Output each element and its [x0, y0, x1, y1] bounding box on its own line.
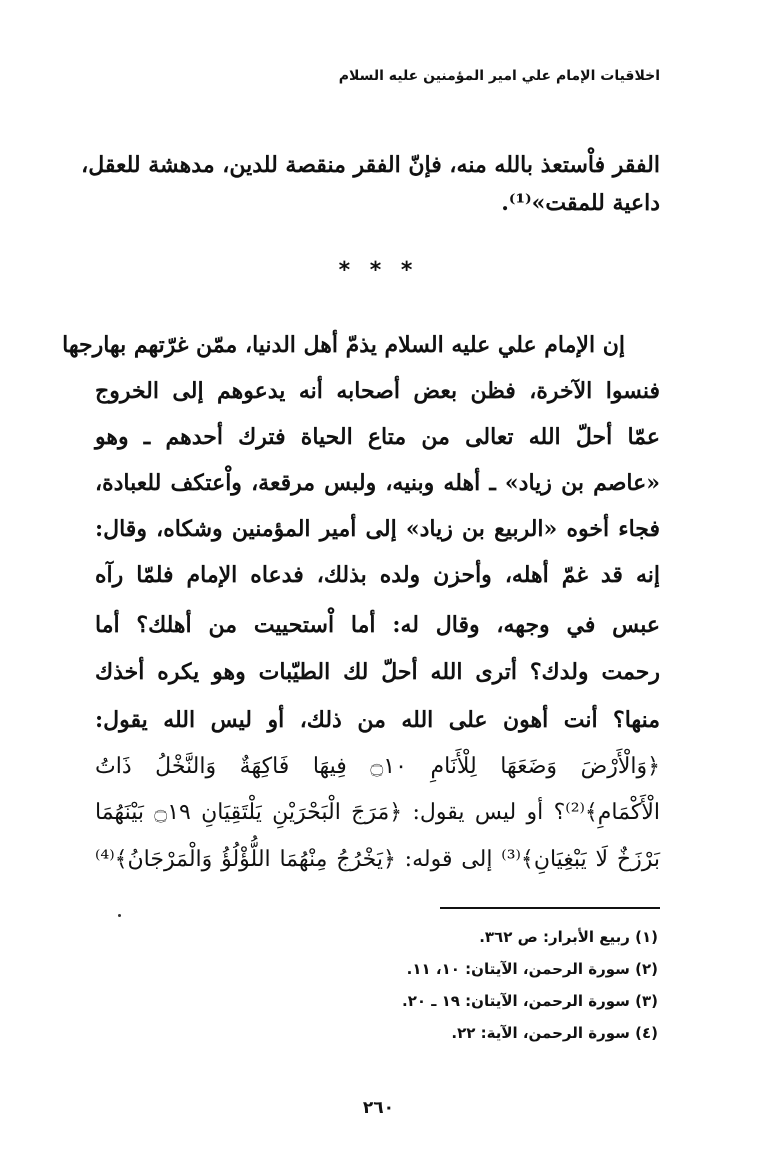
quran-verse-line: ﴿وَالْأَرْضَ وَضَعَهَا لِلْأَنَامِ ۝١٠ فِيهَا فَاكِهَةٌ وَالنَّخْلُ ذَاتُ: [95, 754, 660, 779]
page-number: ٢٦٠: [362, 1098, 395, 1118]
paragraph-line: رحمت ولدك؟ أترى الله أحلّ لك الطيّبات وهو يكره أخذك: [95, 659, 660, 685]
paragraph-line: عبس في وجهه، وقال له: أما اْستحييت من أهلك؟ أما: [95, 612, 660, 638]
footnote-divider: [440, 907, 660, 909]
paragraph-line: إنه قد غمّ أهله، وأحزن ولده بذلك، فدعاه الإمام فلمّا رآه: [95, 562, 660, 588]
paragraph-line: «عاصم بن زياد» ـ أهله وبنيه، ولبس مرقعة، واْعتكف للعبادة،: [95, 470, 660, 496]
footnote-2: (٢) سورة الرحمن، الآيتان: ١٠، ١١.: [406, 960, 658, 978]
quran-verse-line: بَرْزَخٌ لَا يَبْغِيَانِ﴾⁽³⁾ إلى قوله: ﴿يَخْرُجُ مِنْهُمَا اللُّؤْلُؤُ وَالْمَرْجَانُ﴾⁽⁴⁾: [95, 847, 660, 872]
paragraph-line: منها؟ أنت أهون على الله من ذلك، أو ليس الله يقول:: [95, 707, 660, 733]
paragraph-line: فنسوا الآخرة، فظن بعض أصحابه أنه يدعوهم إلى الخروج: [95, 378, 660, 404]
quran-verse-line: الْأَكْمَامِ﴾⁽²⁾؟ أو ليس يقول: ﴿مَرَجَ الْبَحْرَيْنِ يَلْتَقِيَانِ ۝١٩ بَيْنَهُمَا: [95, 800, 660, 825]
scan-speck: [118, 914, 121, 917]
footnote-3: (٣) سورة الرحمن، الآيتان: ١٩ ـ ٢٠.: [402, 992, 658, 1010]
intro-line: الفقر فاْستعذ بالله منه، فإنّ الفقر منقصة للدين، مدهشة للعقل،: [81, 152, 660, 178]
footnote-4: (٤) سورة الرحمن، الآية: ٢٢.: [451, 1024, 658, 1042]
paragraph-line: عمّا أحلّ الله تعالى من متاع الحياة فترك أحدهم ـ وهو: [95, 424, 660, 450]
intro-line: داعية للمقت»⁽¹⁾.: [501, 190, 660, 216]
footnote-1: (١) ربيع الأبرار: ص ٣٦٢.: [479, 928, 658, 946]
paragraph-line: فجاء أخوه «الربيع بن زياد» إلى أمير المؤمنين وشكاه، وقال:: [95, 516, 660, 542]
paragraph-line: إن الإمام علي عليه السلام يذمّ أهل الدنيا، ممّن غرّتهم بهارجها: [62, 332, 625, 358]
section-separator: * * *: [338, 258, 419, 283]
running-header: اخلاقيات الإمام علي امير المؤمنين عليه السلام: [338, 68, 660, 84]
